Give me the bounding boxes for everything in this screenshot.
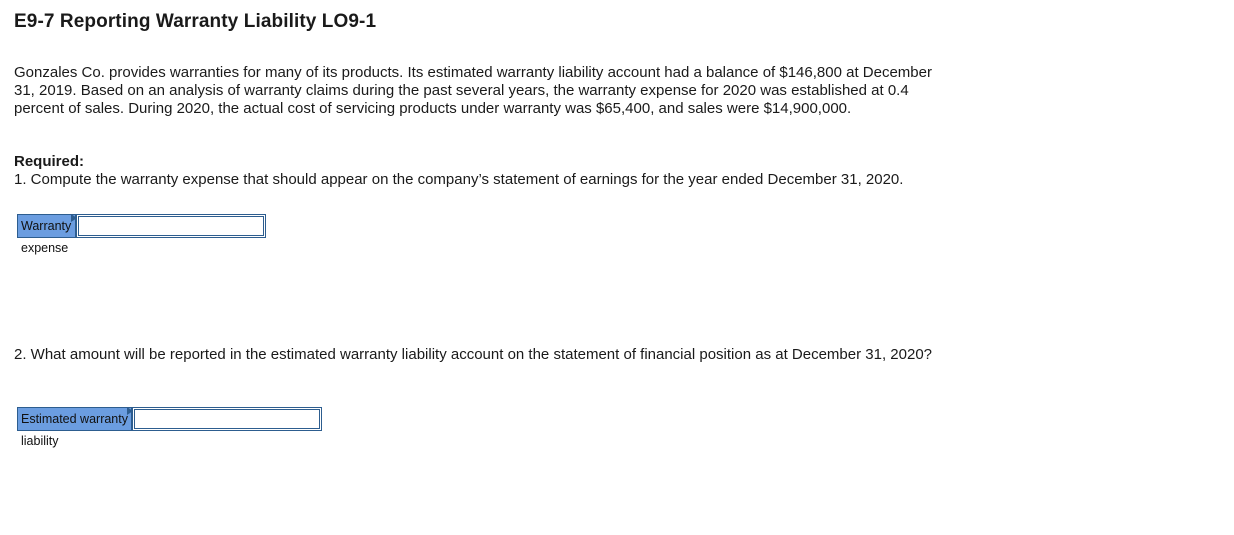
required-heading: Required: (14, 153, 85, 170)
estimated-liability-label (18, 408, 133, 448)
warranty-expense-label-text: Warranty expense (21, 219, 72, 255)
warranty-expense-input[interactable] (78, 216, 264, 236)
question-1: 1. Compute the warranty expense that should appear on the company’s statement of earnings for the year ended December 31, 2020. (14, 171, 904, 188)
warranty-expense-row (17, 214, 266, 255)
warranty-expense-label (18, 215, 77, 255)
question-2: 2. What amount will be reported in the estimated warranty liability account on the statement of financial position as at December 31, 2020? (14, 346, 933, 363)
problem-statement: Gonzales Co. provides warranties for many of its products. Its estimated warranty liability account had a balance of $146,800 at December 31, 2019. Based on an analysis of warranty claims during the past several years, the warranty expense for 2020 was established at 0.4 percent of sales. During 2020, the actual cost of servicing products under warranty was $65,400, and sales were $14,900,000. (14, 64, 932, 117)
marker-icon (127, 407, 133, 415)
estimated-liability-row (17, 407, 322, 448)
estimated-liability-label-text: Estimated warranty liability (21, 412, 128, 448)
estimated-liability-input[interactable] (134, 409, 320, 429)
marker-icon (71, 214, 77, 222)
page-title: E9-7 Reporting Warranty Liability LO9-1 (14, 11, 377, 32)
